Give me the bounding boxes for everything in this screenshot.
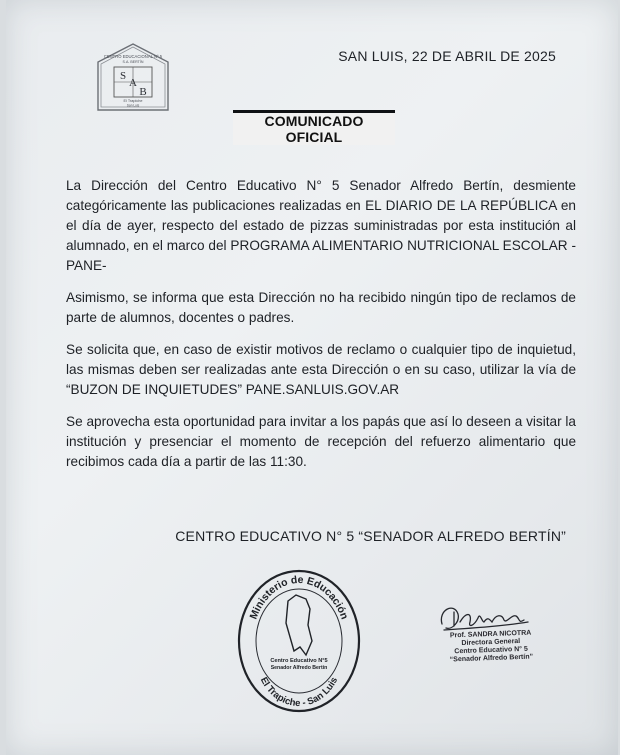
paragraph-4: Se aprovecha esta oportunidad para invitar a los papás que así lo deseen a visitar la institución y presenciar el momento de recepción del refuerzo alimentario que recibimos cada día a partir de las 11:30. xyxy=(66,414,576,469)
paragraph-1: La Dirección del Centro Educativo N° 5 Senador Alfredo Bertín, desmiente categóricamente las publicaciones realizadas en EL DIARIO DE LA REPÚBLICA en el día de ayer, respecto del estado de pizzas suministradas por esta institución al alumnado, en el marco del PROGRAMA ALIMENTARIO NUTRICIONAL ESCOLAR -PANE- xyxy=(66,178,576,273)
stamp-ring-top: Ministerio de Educación xyxy=(247,573,351,622)
signer-institution: Centro Educativo N° 5 xyxy=(454,645,529,656)
signer-institution-name: “Senador Alfredo Bertín” xyxy=(449,653,534,664)
document-date: SAN LUIS, 22 DE ABRIL DE 2025 xyxy=(338,48,556,64)
official-stamp xyxy=(234,565,364,715)
signoff-line: CENTRO EDUCATIVO N° 5 “SENADOR ALFREDO BERTÍN” xyxy=(175,528,566,544)
logo-letter-b: B xyxy=(139,86,147,98)
logo-letter-a: A xyxy=(129,77,137,89)
paragraph-2: Asimismo, se informa que esta Dirección no ha recibido ningún tipo de reclamos de parte de alumnos, docentes o padres. xyxy=(66,290,576,325)
signer-role: Directora General xyxy=(461,637,521,648)
stamp-center-line1: Centro Educativo N°5 xyxy=(270,658,328,664)
document-body xyxy=(66,176,576,484)
stamp-center-line2: Senador Alfredo Bertín xyxy=(270,665,328,671)
logo-sub-text: S.A. BERTÍN xyxy=(122,60,144,64)
logo-top-text: CENTRO EDUCACIONAL N° 5 xyxy=(103,54,163,59)
signature-block xyxy=(430,629,551,665)
school-logo xyxy=(94,42,172,114)
document-title-text: COMUNICADO OFICIAL xyxy=(233,113,395,145)
logo-letter-s: S xyxy=(119,70,127,82)
stamp-ring-bottom: El Trapiche - San Luis xyxy=(257,675,341,710)
logo-bottom-sub: San Luis xyxy=(126,103,140,108)
signer-name: Prof. SANDRA NICOTRA xyxy=(449,629,532,640)
paragraph-3: Se solicita que, en caso de existir motivos de reclamo o cualquier tipo de inquietud, las mismas deben ser realizadas ante esta Dirección o en su caso, utilizar la vía de “BUZON DE INQUIETUDES” PANE.SANLUIS.GOV.AR xyxy=(66,342,576,397)
document-title xyxy=(233,110,395,145)
logo-bottom-text: El Trapiche xyxy=(123,99,143,103)
document-page xyxy=(6,0,618,755)
